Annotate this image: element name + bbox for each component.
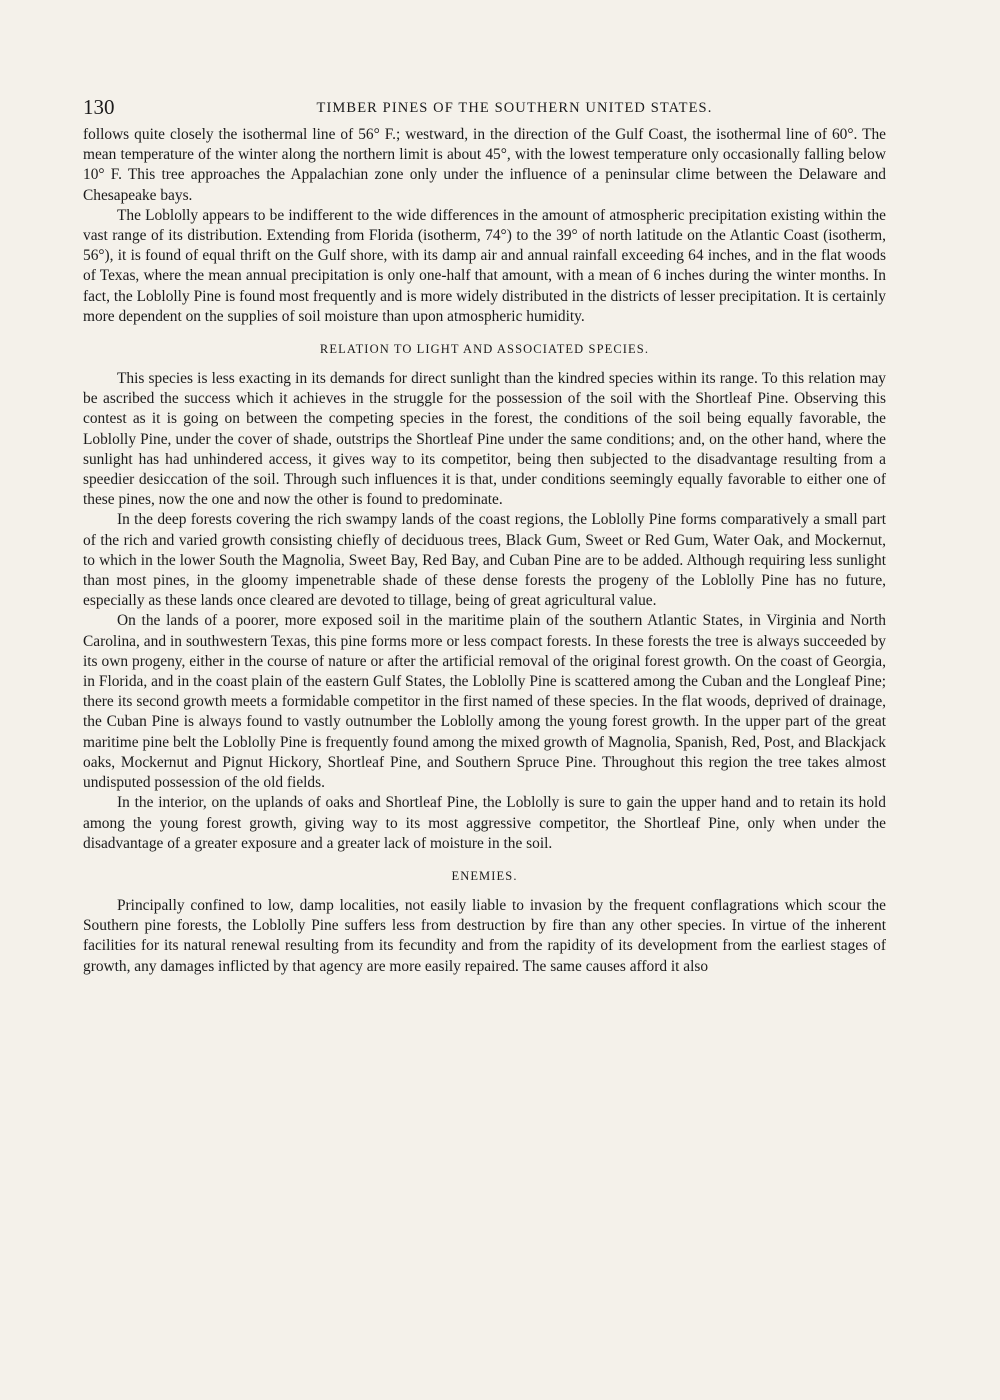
running-title: TIMBER PINES OF THE SOUTHERN UNITED STATES. (316, 100, 713, 116)
paragraph-precipitation: The Loblolly appears to be indifferent to the wide differences in the amount of atmospheric precipitation existing within the vast range of its distribution. Extending from Florida (isotherm, 74°) to the 39° of north latitude on the Atlantic Coast (isotherm, 56°), it is found of equal thrift on the Gulf shore, with its damp air and annual rainfall exceeding 64 inches, and in the flat woods of Texas, where the mean annual precipitation is only one-half that amount, with a mean of 6 inches during the winter months. In fact, the Loblolly Pine is found most frequently and is more widely distributed in the districts of lesser precipitation. It is certainly more dependent on the supplies of soil moisture than upon atmospheric humidity. (83, 206, 886, 325)
paragraph-continued: follows quite closely the isothermal line of 56° F.; westward, in the direction of the Gulf Coast, the isothermal line of 60°. The mean temperature of the winter along the northern limit is about 45°, with the lowest temperature only occasionally falling below 10° F. This tree approaches the Appalachian zone only under the influence of a peninsular clime between the Delaware and Chesapeake bays. (83, 126, 886, 204)
paragraph-fire: Principally confined to low, damp localities, not easily liable to invasion by the frequent conflagrations which scour the Southern pine forests, the Loblolly Pine suffers less from destruction by fire than any other species. In virtue of the inherent facilities for its natural renewal resulting from its fecundity and from the rapidity of its development from the earliest stages of growth, any damages inflicted by that agency are more easily repaired. The same causes afford it also (83, 896, 886, 975)
paragraph-poorer-soil: On the lands of a poorer, more exposed soil in the maritime plain of the southern Atlantic States, in Virginia and North Carolina, and in southwestern Texas, this pine forms more or less compact forests. In these forests the tree is always succeeded by its own progeny, either in the course of nature or after the artificial removal of the original forest growth. On the coast of Georgia, in Florida, and in the coast plain of the eastern Gulf States, the Loblolly Pine is scattered among the Cuban and the Longleaf Pine; there its second growth meets a formidable competitor in the first named of these species. In the flat woods, deprived of drainage, the Cuban Pine is always found to vastly outnumber the Loblolly among the young forest growth. In the upper part of the great maritime pine belt the Loblolly Pine is frequently found among the mixed growth of Magnolia, Spanish, Red, Post, and Blackjack oaks, Mockernut and Pignut Hickory, Shortleaf Pine, and Southern Spruce Pine. Throughout this region the tree takes almost undisputed possession of the old fields. (83, 612, 886, 792)
section-heading-enemies: ENEMIES. (451, 868, 518, 883)
section-heading-light: RELATION TO LIGHT AND ASSOCIATED SPECIES. (319, 342, 650, 357)
running-head (83, 95, 886, 123)
paragraph-deep-forests: In the deep forests covering the rich swampy lands of the coast regions, the Loblolly Pine forms comparatively a small part of the rich and varied growth consisting chiefly of deciduous trees, Black Gum, Sweet or Red Gum, Water Oak, and Mockernut, to which in the lower South the Magnolia, Sweet Bay, Red Bay, and Cuban Pine are to be added. Although requiring less sunlight than most pines, in the gloomy impenetrable shade of these dense forests the progeny of the Loblolly Pine has no future, especially as these lands once cleared are devoted to tillage, being of great agricultural value. (83, 511, 886, 610)
page-number: 130 (83, 95, 115, 119)
paragraph-sunlight: This species is less exacting in its demands for direct sunlight than the kindred species within its range. To this relation may be ascribed the success which it achieves in the struggle for the possession of the soil with the Shortleaf Pine. Observing this contest as it is going on between the competing species in the forest, the conditions of the soil being equally favorable, the Loblolly Pine, under the cover of shade, outstrips the Shortleaf Pine under the same conditions; and, on the other hand, where the sunlight has had unhindered access, it gives way to its competitor, being then subjected to the disadvantage resulting from a speedier desiccation of the soil. Through such influences it is that, under conditions seemingly equally favorable to either one of these pines, now the one and now the other is found to predominate. (83, 370, 886, 509)
paragraph-interior: In the interior, on the uplands of oaks and Shortleaf Pine, the Loblolly is sure to gain the upper hand and to retain its hold among the young forest growth, giving way to its most aggressive competitor, the Shortleaf Pine, only when under the disadvantage of a greater exposure and a greater lack of moisture in the soil. (83, 794, 886, 852)
